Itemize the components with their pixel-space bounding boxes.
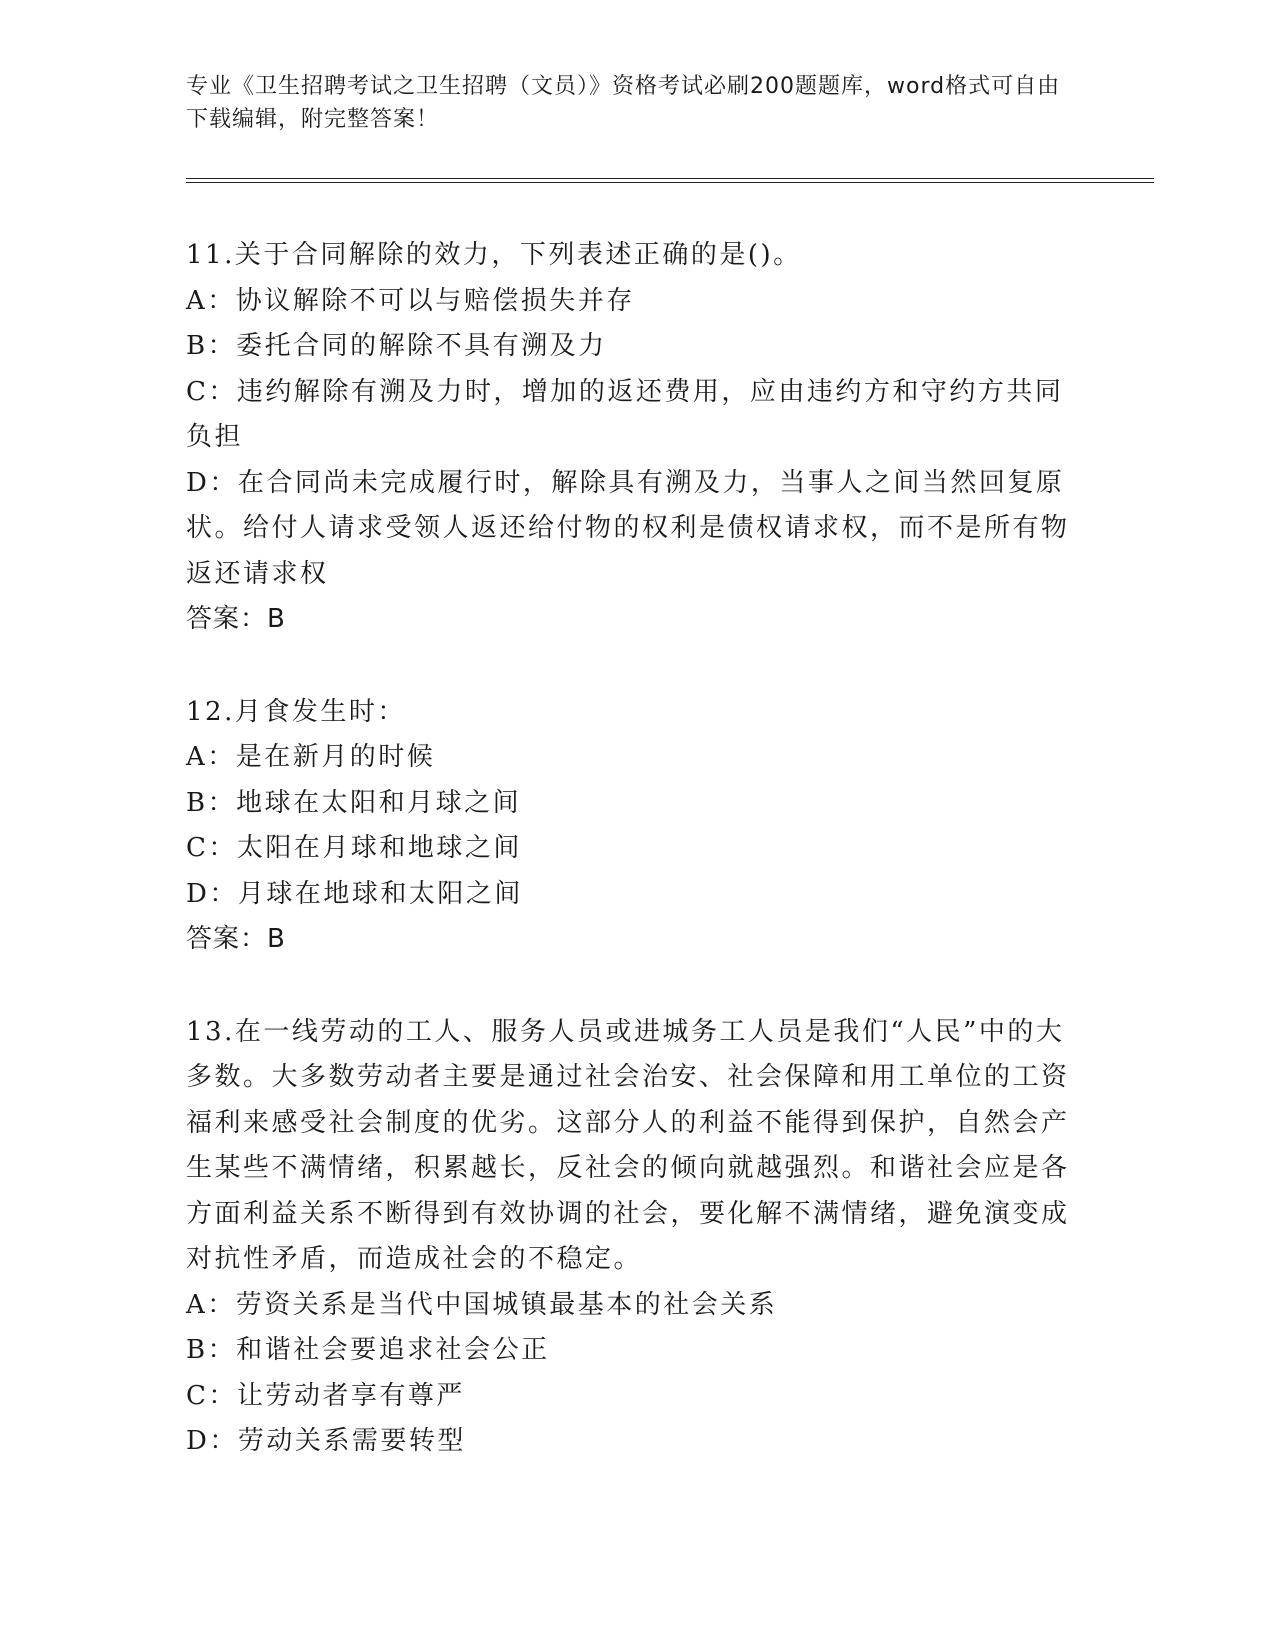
option-b: B：地球在太阳和月球之间 [186, 787, 522, 818]
option-a: A：协议解除不可以与赔偿损失并存 [186, 285, 635, 316]
question-stem: 11.关于合同解除的效力，下列表述正确的是()。 [186, 240, 802, 270]
answer-label: 答案：B [186, 604, 286, 634]
question-stem: 12.月食发生时： [186, 696, 406, 727]
option-b: B：委托合同的解除不具有溯及力 [186, 331, 607, 361]
option-d: D：劳动关系需要转型 [186, 1426, 466, 1456]
question-13 [186, 1010, 1086, 1465]
option-c: C：让劳动者享有尊严 [186, 1380, 465, 1411]
header-divider [186, 178, 1154, 183]
question-11 [186, 233, 1086, 643]
option-b: B：和谐社会要追求社会公正 [186, 1335, 550, 1365]
option-c: C：违约解除有溯及力时，增加的返还费用，应由违约方和守约方共同负担 [186, 376, 1064, 452]
question-stem: 13.在一线劳动的工人、服务人员或进城务工人员是我们“人民”中的大多数。大多数劳动者主要是通过社会治安、社会保障和用工单位的工资福利来感受社会制度的优劣。这部分人的利益不能得到保护，自然会产生某些不满情绪，积累越长，反社会的倾向就越强烈。和谐社会应是各方面利益关系不断得到有效协调的社会，要化解不满情绪，避免演变成对抗性矛盾，而造成社会的不稳定。 [186, 1016, 1070, 1274]
option-c: C：太阳在月球和地球之间 [186, 833, 522, 863]
answer-label: 答案：B [186, 924, 286, 954]
page-header [186, 70, 1166, 136]
option-d: D：月球在地球和太阳之间 [186, 878, 523, 909]
question-list [186, 233, 1086, 1512]
option-d: D：在合同尚未完成履行时，解除具有溯及力，当事人之间当然回复原状。给付人请求受领人返还给付物的权利是债权请求权，而不是所有物返还请求权 [186, 467, 1070, 589]
option-a: A：劳资关系是当代中国城镇最基本的社会关系 [186, 1289, 778, 1320]
header-text: 专业《卫生招聘考试之卫生招聘（文员）》资格考试必刷200题题库，word格式可自由下载编辑，附完整答案！ [186, 74, 1061, 132]
question-12 [186, 690, 1086, 963]
option-a: A：是在新月的时候 [186, 742, 436, 772]
